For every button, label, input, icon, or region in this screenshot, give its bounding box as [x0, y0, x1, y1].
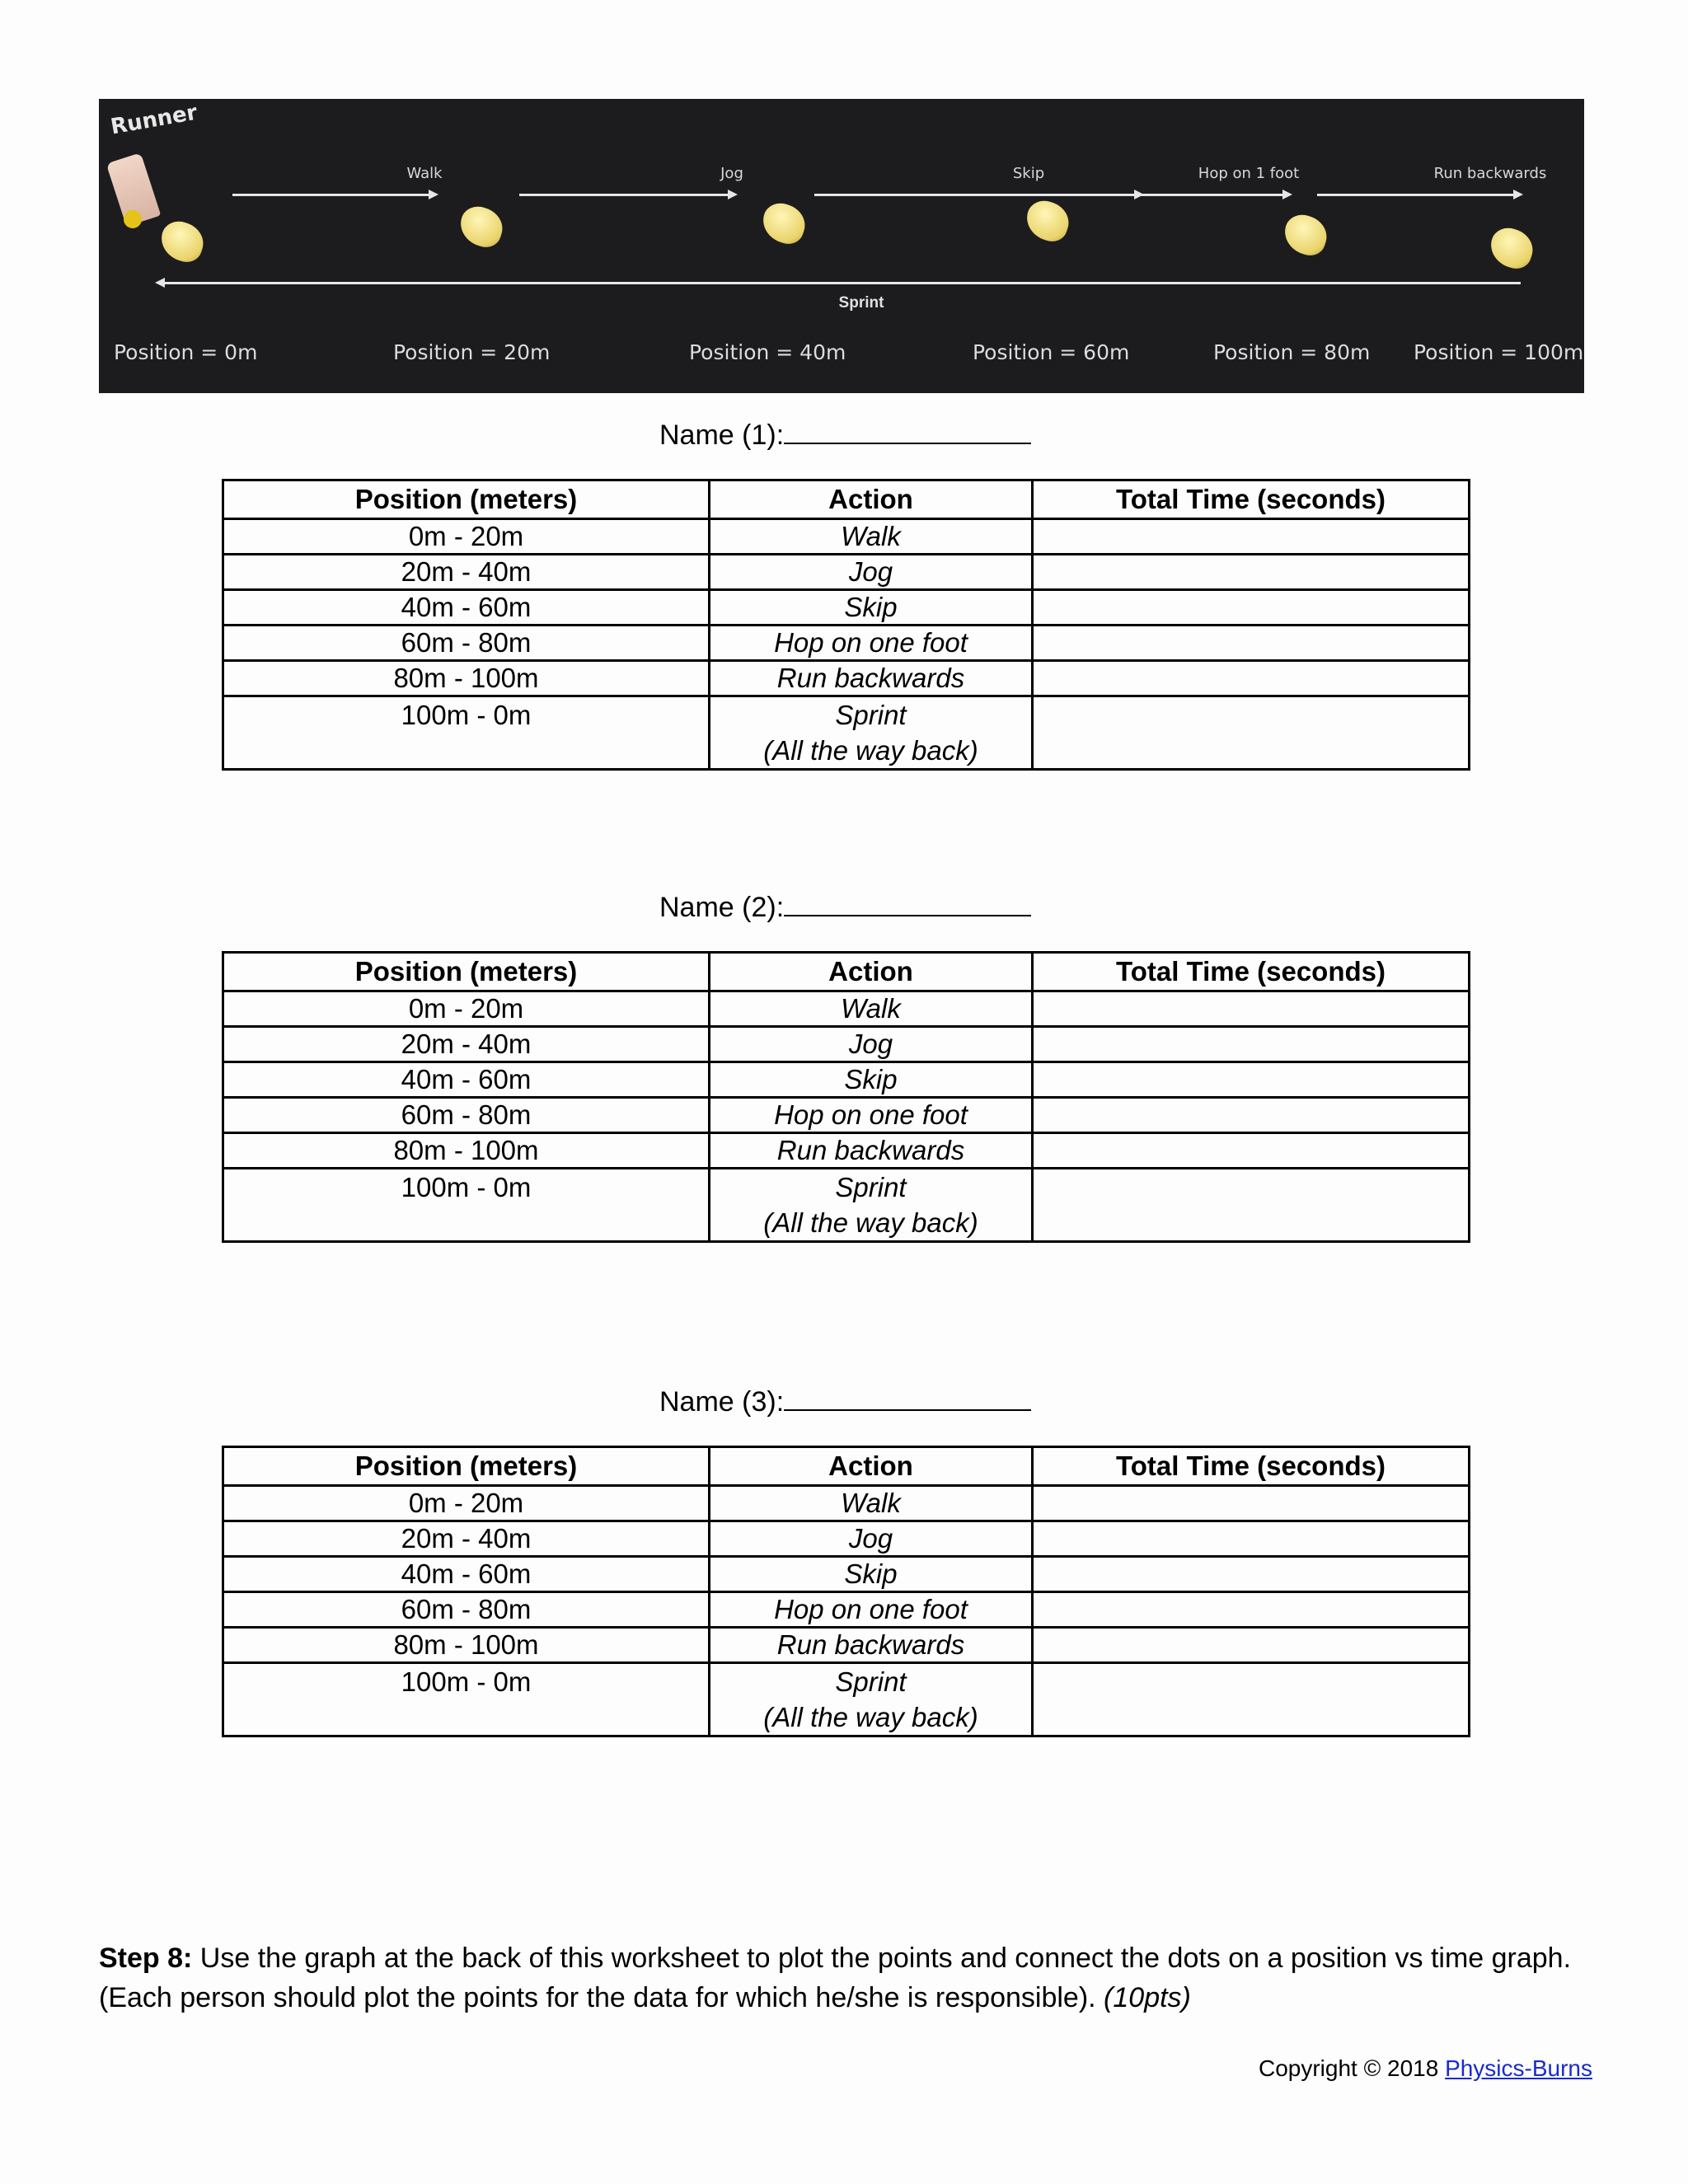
time-cell[interactable] — [1033, 1557, 1470, 1592]
step-points: (10pts) — [1104, 1982, 1191, 2013]
time-cell[interactable] — [1033, 696, 1470, 770]
table-row — [223, 1486, 1470, 1521]
action-cell: Jog — [710, 1027, 1033, 1062]
time-cell[interactable] — [1033, 1486, 1470, 1521]
time-cell[interactable] — [1033, 1169, 1470, 1242]
action-cell: Run backwards — [710, 1628, 1033, 1663]
action-cell: Skip — [710, 1557, 1033, 1592]
table-row — [223, 555, 1470, 590]
position-cell: 80m - 100m — [223, 1133, 710, 1169]
time-cell[interactable] — [1033, 991, 1470, 1027]
action-cell: Hop on one foot — [710, 626, 1033, 661]
action-text: Sprint — [835, 1172, 907, 1202]
jog-arrow — [519, 194, 729, 196]
action-text: Sprint — [835, 700, 907, 730]
header-position: Position (meters) — [223, 480, 710, 519]
copyright-text: Copyright © 2018 — [1258, 2055, 1446, 2081]
position-cell: 80m - 100m — [223, 1628, 710, 1663]
position-cell: 0m - 20m — [223, 519, 710, 555]
time-cell[interactable] — [1033, 626, 1470, 661]
table-row — [223, 1027, 1470, 1062]
sprint-arrow — [165, 282, 1521, 284]
action-cell: Jog — [710, 555, 1033, 590]
action-cell — [710, 696, 1033, 770]
table-row — [223, 1521, 1470, 1557]
header-position: Position (meters) — [223, 1447, 710, 1486]
name-1-field[interactable] — [784, 416, 1031, 444]
time-cell[interactable] — [1033, 661, 1470, 696]
action-cell — [710, 1169, 1033, 1242]
name-2-line — [659, 888, 1031, 924]
cone-marker — [1279, 210, 1332, 260]
table-header-row — [223, 480, 1470, 519]
name-3-line — [659, 1383, 1031, 1418]
table-row — [223, 1592, 1470, 1628]
position-cell: 20m - 40m — [223, 555, 710, 590]
position-80-label: Position = 80m — [1213, 340, 1371, 364]
table-row — [223, 590, 1470, 626]
header-position: Position (meters) — [223, 953, 710, 991]
time-cell[interactable] — [1033, 1062, 1470, 1098]
hop-arrow — [1078, 194, 1284, 196]
runner-ball — [124, 210, 142, 228]
table-row — [223, 696, 1470, 770]
table-row — [223, 1628, 1470, 1663]
table-row — [223, 1663, 1470, 1736]
action-cell: Jog — [710, 1521, 1033, 1557]
table-row — [223, 1169, 1470, 1242]
position-20-label: Position = 20m — [393, 340, 551, 364]
action-cell — [710, 1663, 1033, 1736]
action-cell: Hop on one foot — [710, 1592, 1033, 1628]
time-cell[interactable] — [1033, 1098, 1470, 1133]
time-cell[interactable] — [1033, 519, 1470, 555]
position-cell: 0m - 20m — [223, 1486, 710, 1521]
table-row — [223, 1062, 1470, 1098]
name-1-label: Name (1): — [659, 419, 785, 451]
time-cell[interactable] — [1033, 555, 1470, 590]
name-2-label: Name (2): — [659, 892, 785, 923]
action-cell: Skip — [710, 590, 1033, 626]
run-backwards-arrow — [1317, 194, 1515, 196]
position-cell: 40m - 60m — [223, 1062, 710, 1098]
cone-marker — [757, 199, 810, 248]
name-1-line — [659, 416, 1031, 452]
table-header-row — [223, 953, 1470, 991]
action-cell: Run backwards — [710, 661, 1033, 696]
position-100-label: Position = 100m — [1414, 340, 1584, 364]
position-cell: 60m - 80m — [223, 626, 710, 661]
table-row — [223, 661, 1470, 696]
time-cell[interactable] — [1033, 1027, 1470, 1062]
time-cell[interactable] — [1033, 1663, 1470, 1736]
position-40-label: Position = 40m — [689, 340, 846, 364]
action-cell: Hop on one foot — [710, 1098, 1033, 1133]
position-cell: 100m - 0m — [223, 1169, 710, 1242]
position-cell: 20m - 40m — [223, 1027, 710, 1062]
position-cell: 100m - 0m — [223, 1663, 710, 1736]
time-cell[interactable] — [1033, 1521, 1470, 1557]
action-note: (All the way back) — [763, 1207, 978, 1238]
sprint-label: Sprint — [838, 294, 884, 312]
time-cell[interactable] — [1033, 590, 1470, 626]
runner-course-photo — [99, 99, 1584, 393]
time-cell[interactable] — [1033, 1592, 1470, 1628]
hop-label: Hop on 1 foot — [1198, 165, 1300, 182]
time-cell[interactable] — [1033, 1133, 1470, 1169]
header-total-time: Total Time (seconds) — [1033, 953, 1470, 991]
runner-label: Runner — [109, 100, 199, 140]
physics-burns-link[interactable]: Physics-Burns — [1445, 2055, 1592, 2081]
action-cell: Walk — [710, 1486, 1033, 1521]
cone-marker — [455, 202, 508, 251]
step-8-instructions — [99, 1938, 1607, 2018]
step-text: Use the graph at the back of this worksheet to plot the points and connect the dots on a position vs time graph. (Each person should plot the points for the data for which he/she is responsible). — [99, 1943, 1572, 2013]
skip-label: Skip — [1012, 165, 1045, 182]
position-0-label: Position = 0m — [114, 340, 258, 364]
table-row — [223, 1557, 1470, 1592]
walk-label: Walk — [406, 165, 443, 182]
cone-marker — [1021, 196, 1074, 246]
action-note: (All the way back) — [763, 1702, 978, 1732]
position-cell: 60m - 80m — [223, 1098, 710, 1133]
header-action: Action — [710, 480, 1033, 519]
table-row — [223, 1098, 1470, 1133]
step-label: Step 8: — [99, 1943, 193, 1974]
position-60-label: Position = 60m — [973, 340, 1130, 364]
timing-table-2 — [222, 951, 1470, 1243]
walk-arrow — [232, 194, 430, 196]
action-cell: Walk — [710, 519, 1033, 555]
action-note: (All the way back) — [763, 735, 978, 766]
action-text: Sprint — [835, 1666, 907, 1697]
header-action: Action — [710, 953, 1033, 991]
copyright-notice — [1259, 2055, 1592, 2082]
jog-label: Jog — [720, 165, 743, 182]
name-3-label: Name (3): — [659, 1386, 785, 1418]
cone-marker — [1485, 223, 1538, 273]
position-cell: 0m - 20m — [223, 991, 710, 1027]
table-row — [223, 991, 1470, 1027]
time-cell[interactable] — [1033, 1628, 1470, 1663]
position-cell: 60m - 80m — [223, 1592, 710, 1628]
cone-marker — [156, 217, 209, 266]
table-row — [223, 519, 1470, 555]
position-cell: 100m - 0m — [223, 696, 710, 770]
run-backwards-label: Run backwards — [1433, 165, 1547, 182]
action-cell: Walk — [710, 991, 1033, 1027]
name-3-field[interactable] — [784, 1383, 1031, 1411]
position-cell: 80m - 100m — [223, 661, 710, 696]
header-total-time: Total Time (seconds) — [1033, 480, 1470, 519]
name-2-field[interactable] — [784, 888, 1031, 916]
header-action: Action — [710, 1447, 1033, 1486]
position-cell: 40m - 60m — [223, 1557, 710, 1592]
timing-table-1 — [222, 479, 1470, 771]
table-row — [223, 626, 1470, 661]
timing-table-3 — [222, 1446, 1470, 1737]
position-cell: 40m - 60m — [223, 590, 710, 626]
action-cell: Run backwards — [710, 1133, 1033, 1169]
position-cell: 20m - 40m — [223, 1521, 710, 1557]
action-cell: Skip — [710, 1062, 1033, 1098]
table-header-row — [223, 1447, 1470, 1486]
table-row — [223, 1133, 1470, 1169]
header-total-time: Total Time (seconds) — [1033, 1447, 1470, 1486]
